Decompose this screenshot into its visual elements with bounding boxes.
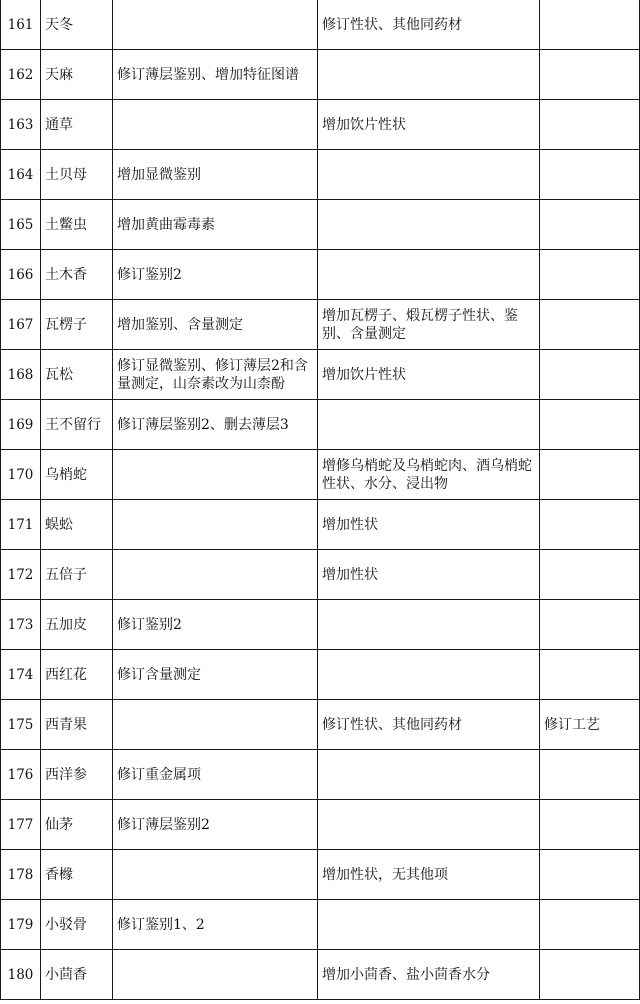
table-row (1, 900, 640, 950)
herb-name-cell: 乌梢蛇 (41, 450, 113, 500)
herb-name-cell: 小茴香 (41, 950, 113, 1000)
herb-name-cell: 天冬 (41, 0, 113, 50)
herb-name-cell: 西青果 (41, 700, 113, 750)
identification-revision-cell (113, 450, 318, 500)
identification-revision-cell: 修订重金属项 (113, 750, 318, 800)
slice-revision-cell (318, 600, 540, 650)
row-number-cell: 165 (1, 200, 41, 250)
identification-revision-cell (113, 550, 318, 600)
process-revision-cell (540, 200, 640, 250)
identification-revision-cell: 修订薄层鉴别2 (113, 800, 318, 850)
herb-name-cell: 小驳骨 (41, 900, 113, 950)
herb-name-cell: 天麻 (41, 50, 113, 100)
process-revision-cell (540, 800, 640, 850)
row-number-cell: 177 (1, 800, 41, 850)
identification-revision-cell: 修订薄层鉴别2、删去薄层3 (113, 400, 318, 450)
slice-revision-cell: 增加饮片性状 (318, 100, 540, 150)
herb-name-cell: 土贝母 (41, 150, 113, 200)
identification-revision-cell: 增加鉴别、含量测定 (113, 300, 318, 350)
row-number-cell: 176 (1, 750, 41, 800)
table-row (1, 950, 640, 1000)
revision-table-body (1, 0, 640, 1000)
process-revision-cell (540, 0, 640, 50)
row-number-cell: 178 (1, 850, 41, 900)
process-revision-cell (540, 650, 640, 700)
identification-revision-cell (113, 100, 318, 150)
process-revision-cell (540, 950, 640, 1000)
slice-revision-cell (318, 50, 540, 100)
herb-name-cell: 西洋参 (41, 750, 113, 800)
identification-revision-cell (113, 0, 318, 50)
slice-revision-cell: 增加性状 (318, 500, 540, 550)
row-number-cell: 173 (1, 600, 41, 650)
identification-revision-cell (113, 950, 318, 1000)
herb-name-cell: 土木香 (41, 250, 113, 300)
process-revision-cell (540, 400, 640, 450)
table-row (1, 50, 640, 100)
table-row (1, 350, 640, 400)
process-revision-cell (540, 750, 640, 800)
slice-revision-cell: 增加饮片性状 (318, 350, 540, 400)
table-row (1, 850, 640, 900)
process-revision-cell (540, 100, 640, 150)
row-number-cell: 179 (1, 900, 41, 950)
herb-name-cell: 西红花 (41, 650, 113, 700)
slice-revision-cell (318, 650, 540, 700)
process-revision-cell (540, 150, 640, 200)
table-row (1, 700, 640, 750)
table-row (1, 800, 640, 850)
slice-revision-cell (318, 900, 540, 950)
herb-name-cell: 王不留行 (41, 400, 113, 450)
slice-revision-cell (318, 400, 540, 450)
row-number-cell: 167 (1, 300, 41, 350)
table-row (1, 0, 640, 50)
herb-name-cell: 五加皮 (41, 600, 113, 650)
identification-revision-cell (113, 700, 318, 750)
identification-revision-cell: 修订鉴别2 (113, 250, 318, 300)
table-row (1, 250, 640, 300)
herb-name-cell: 瓦松 (41, 350, 113, 400)
herb-name-cell: 五倍子 (41, 550, 113, 600)
table-row (1, 750, 640, 800)
process-revision-cell (540, 600, 640, 650)
process-revision-cell (540, 900, 640, 950)
slice-revision-cell (318, 150, 540, 200)
row-number-cell: 174 (1, 650, 41, 700)
slice-revision-cell: 增修乌梢蛇及乌梢蛇肉、酒乌梢蛇性状、水分、浸出物 (318, 450, 540, 500)
identification-revision-cell: 增加黄曲霉毒素 (113, 200, 318, 250)
process-revision-cell (540, 850, 640, 900)
herb-name-cell: 香橼 (41, 850, 113, 900)
table-row (1, 150, 640, 200)
identification-revision-cell: 修订鉴别1、2 (113, 900, 318, 950)
process-revision-cell (540, 250, 640, 300)
herb-name-cell: 通草 (41, 100, 113, 150)
slice-revision-cell: 增加性状，无其他项 (318, 850, 540, 900)
row-number-cell: 162 (1, 50, 41, 100)
process-revision-cell (540, 350, 640, 400)
table-row (1, 200, 640, 250)
row-number-cell: 172 (1, 550, 41, 600)
table-row (1, 650, 640, 700)
slice-revision-cell: 修订性状、其他同药材 (318, 700, 540, 750)
identification-revision-cell: 修订含量测定 (113, 650, 318, 700)
table-row (1, 500, 640, 550)
identification-revision-cell: 修订显微鉴别、修订薄层2和含量测定，山奈素改为山柰酚 (113, 350, 318, 400)
process-revision-cell (540, 500, 640, 550)
process-revision-cell (540, 550, 640, 600)
process-revision-cell (540, 300, 640, 350)
row-number-cell: 180 (1, 950, 41, 1000)
process-revision-cell: 修订工艺 (540, 700, 640, 750)
herb-name-cell: 土鳖虫 (41, 200, 113, 250)
identification-revision-cell: 修订薄层鉴别、增加特征图谱 (113, 50, 318, 100)
row-number-cell: 175 (1, 700, 41, 750)
process-revision-cell (540, 50, 640, 100)
table-row (1, 600, 640, 650)
row-number-cell: 170 (1, 450, 41, 500)
slice-revision-cell (318, 250, 540, 300)
identification-revision-cell: 增加显微鉴别 (113, 150, 318, 200)
process-revision-cell (540, 450, 640, 500)
slice-revision-cell (318, 800, 540, 850)
slice-revision-cell (318, 200, 540, 250)
identification-revision-cell (113, 500, 318, 550)
slice-revision-cell: 修订性状、其他同药材 (318, 0, 540, 50)
table-row (1, 550, 640, 600)
row-number-cell: 166 (1, 250, 41, 300)
table-row (1, 450, 640, 500)
slice-revision-cell (318, 750, 540, 800)
row-number-cell: 164 (1, 150, 41, 200)
table-row (1, 400, 640, 450)
row-number-cell: 163 (1, 100, 41, 150)
row-number-cell: 169 (1, 400, 41, 450)
herb-name-cell: 仙茅 (41, 800, 113, 850)
row-number-cell: 161 (1, 0, 41, 50)
herb-name-cell: 蜈蚣 (41, 500, 113, 550)
table-row (1, 300, 640, 350)
slice-revision-cell: 增加性状 (318, 550, 540, 600)
row-number-cell: 171 (1, 500, 41, 550)
identification-revision-cell (113, 850, 318, 900)
slice-revision-cell: 增加小茴香、盐小茴香水分 (318, 950, 540, 1000)
herb-name-cell: 瓦楞子 (41, 300, 113, 350)
slice-revision-cell: 增加瓦楞子、煅瓦楞子性状、鉴别、含量测定 (318, 300, 540, 350)
row-number-cell: 168 (1, 350, 41, 400)
identification-revision-cell: 修订鉴别2 (113, 600, 318, 650)
table-row (1, 100, 640, 150)
